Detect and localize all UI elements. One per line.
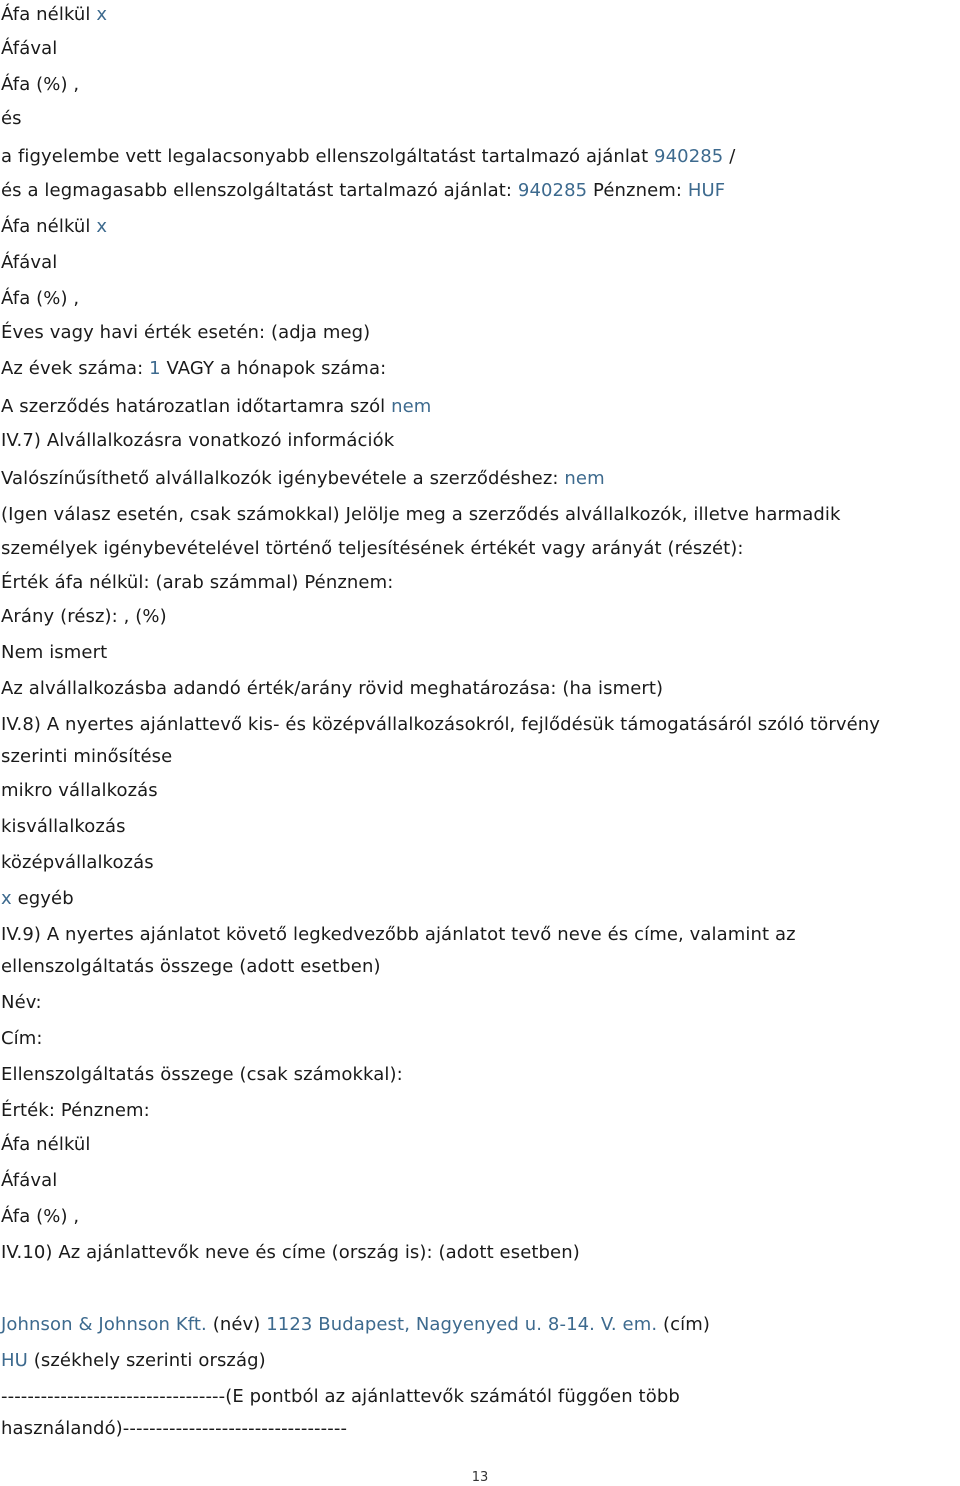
field-label: Arány (rész): , (%): [1, 606, 167, 627]
field-label: Éves vagy havi érték esetén: (adja meg): [1, 322, 371, 343]
field-label: kisvállalkozás: [1, 816, 126, 837]
page-number: 13: [471, 1470, 489, 1485]
field-label: Valószínűsíthető alvállalkozók igénybevétele a szerződéshez:: [1, 468, 565, 489]
field-value: 1123 Budapest, Nagyenyed u. 8-14. V. em.: [266, 1314, 658, 1335]
text-line: [1, 1350, 266, 1372]
field-value: Johnson & Johnson Kft.: [1, 1314, 207, 1335]
field-label: Az alvállalkozásba adandó érték/arány rövid meghatározása: (ha ismert): [1, 678, 664, 699]
text-line: [1, 606, 167, 628]
field-value: nem: [391, 396, 432, 417]
text-line: [1, 358, 386, 380]
field-label: (Igen válasz esetén, csak számokkal) Jelölje meg a szerződés alvállalkozók, illetve harmadik: [1, 504, 841, 525]
field-label: egyéb: [11, 888, 74, 909]
field-label: IV.8) A nyertes ajánlattevő kis- és középvállalkozásokról, fejlődésük támogatásáról szóló törvény: [1, 714, 881, 735]
field-label: Cím:: [1, 1028, 43, 1049]
text-line: [1, 430, 394, 452]
text-line: [1, 924, 796, 946]
field-label: A szerződés határozatlan időtartamra szól: [1, 396, 392, 417]
field-label: és a legmagasabb ellenszolgáltatást tartalmazó ajánlat:: [1, 180, 518, 201]
field-label: Pénznem:: [587, 180, 688, 201]
text-line: [1, 4, 107, 26]
text-line: [1, 108, 22, 130]
field-label: ellenszolgáltatás összege (adott esetben): [1, 956, 381, 977]
text-line: [1, 468, 605, 490]
field-value: nem: [564, 468, 605, 489]
field-label: Áfa nélkül: [1, 4, 97, 25]
field-value: 940285: [654, 146, 724, 167]
field-value: x: [1, 888, 12, 909]
text-line: [1, 746, 172, 768]
field-label: Áfa (%) ,: [1, 1206, 80, 1227]
field-label: VAGY a hónapok száma:: [160, 358, 387, 379]
text-line: [1, 678, 663, 700]
text-line: [1, 1386, 680, 1408]
field-label: Áfa (%) ,: [1, 74, 80, 95]
text-line: [1, 1170, 57, 1192]
field-label: (cím): [657, 1314, 710, 1335]
field-label: Áfával: [1, 252, 58, 273]
field-label: Név:: [1, 992, 42, 1013]
text-line: [1, 816, 126, 838]
field-label: IV.7) Alvállalkozásra vonatkozó információk: [1, 430, 395, 451]
text-line: [1, 956, 381, 978]
field-label: Áfa nélkül: [1, 1134, 91, 1155]
field-value: HU: [1, 1350, 28, 1371]
text-line: [1, 780, 158, 802]
field-label: (székhely szerinti ország): [27, 1350, 266, 1371]
field-label: IV.10) Az ajánlattevők neve és címe (ország is): (adott esetben): [1, 1242, 580, 1263]
field-value: x: [96, 4, 108, 25]
field-label: /: [723, 146, 736, 167]
field-label: Érték: Pénznem:: [1, 1100, 150, 1121]
text-line: [1, 1100, 150, 1122]
field-label: Áfa (%) ,: [1, 288, 80, 309]
text-line: [1, 538, 744, 560]
field-value: x: [96, 216, 108, 237]
field-label: Érték áfa nélkül: (arab számmal) Pénznem:: [1, 572, 394, 593]
text-line: [1, 1242, 580, 1264]
field-label: mikro vállalkozás: [1, 780, 158, 801]
text-line: [1, 216, 107, 238]
field-label: IV.9) A nyertes ajánlatot követő legkedvezőbb ajánlatot tevő neve és címe, valamint az: [1, 924, 796, 945]
field-label: személyek igénybevételével történő teljesítésének értékét vagy arányát (részét):: [1, 538, 744, 559]
field-label: Áfával: [1, 1170, 58, 1191]
text-line: [1, 1134, 91, 1156]
field-value: HUF: [687, 180, 726, 201]
text-line: [1, 252, 57, 274]
field-label: használandó)----------------------------------: [1, 1418, 348, 1439]
field-label: (név): [206, 1314, 267, 1335]
field-label: ----------------------------------(E pontból az ajánlattevők számától függően több: [1, 1386, 680, 1407]
text-line: [1, 1206, 79, 1228]
text-line: [1, 852, 154, 874]
text-line: [1, 38, 57, 60]
field-label: Áfa nélkül: [1, 216, 97, 237]
field-label: Az évek száma:: [1, 358, 150, 379]
text-line: [1, 1418, 347, 1440]
field-value: 940285: [517, 180, 588, 201]
text-line: [1, 180, 725, 202]
field-label: a figyelembe vett legalacsonyabb ellenszolgáltatást tartalmazó ajánlat: [1, 146, 655, 167]
text-line: [1, 1064, 403, 1086]
field-label: és: [1, 108, 22, 129]
text-line: [1, 1028, 43, 1050]
text-line: [1, 146, 735, 168]
field-label: Áfával: [1, 38, 58, 59]
text-line: [1, 396, 431, 418]
text-line: [1, 888, 74, 910]
text-line: [1, 74, 79, 96]
text-line: [1, 1314, 710, 1336]
field-value: 1: [149, 358, 161, 379]
text-line: [1, 322, 370, 344]
text-line: [1, 642, 107, 664]
text-line: [1, 572, 393, 594]
field-label: Nem ismert: [1, 642, 108, 663]
text-line: [1, 288, 79, 310]
field-label: Ellenszolgáltatás összege (csak számokkal):: [1, 1064, 403, 1085]
field-label: középvállalkozás: [1, 852, 154, 873]
text-line: [1, 714, 880, 736]
text-line: [1, 504, 841, 526]
field-label: szerinti minősítése: [1, 746, 173, 767]
text-line: [1, 992, 42, 1014]
